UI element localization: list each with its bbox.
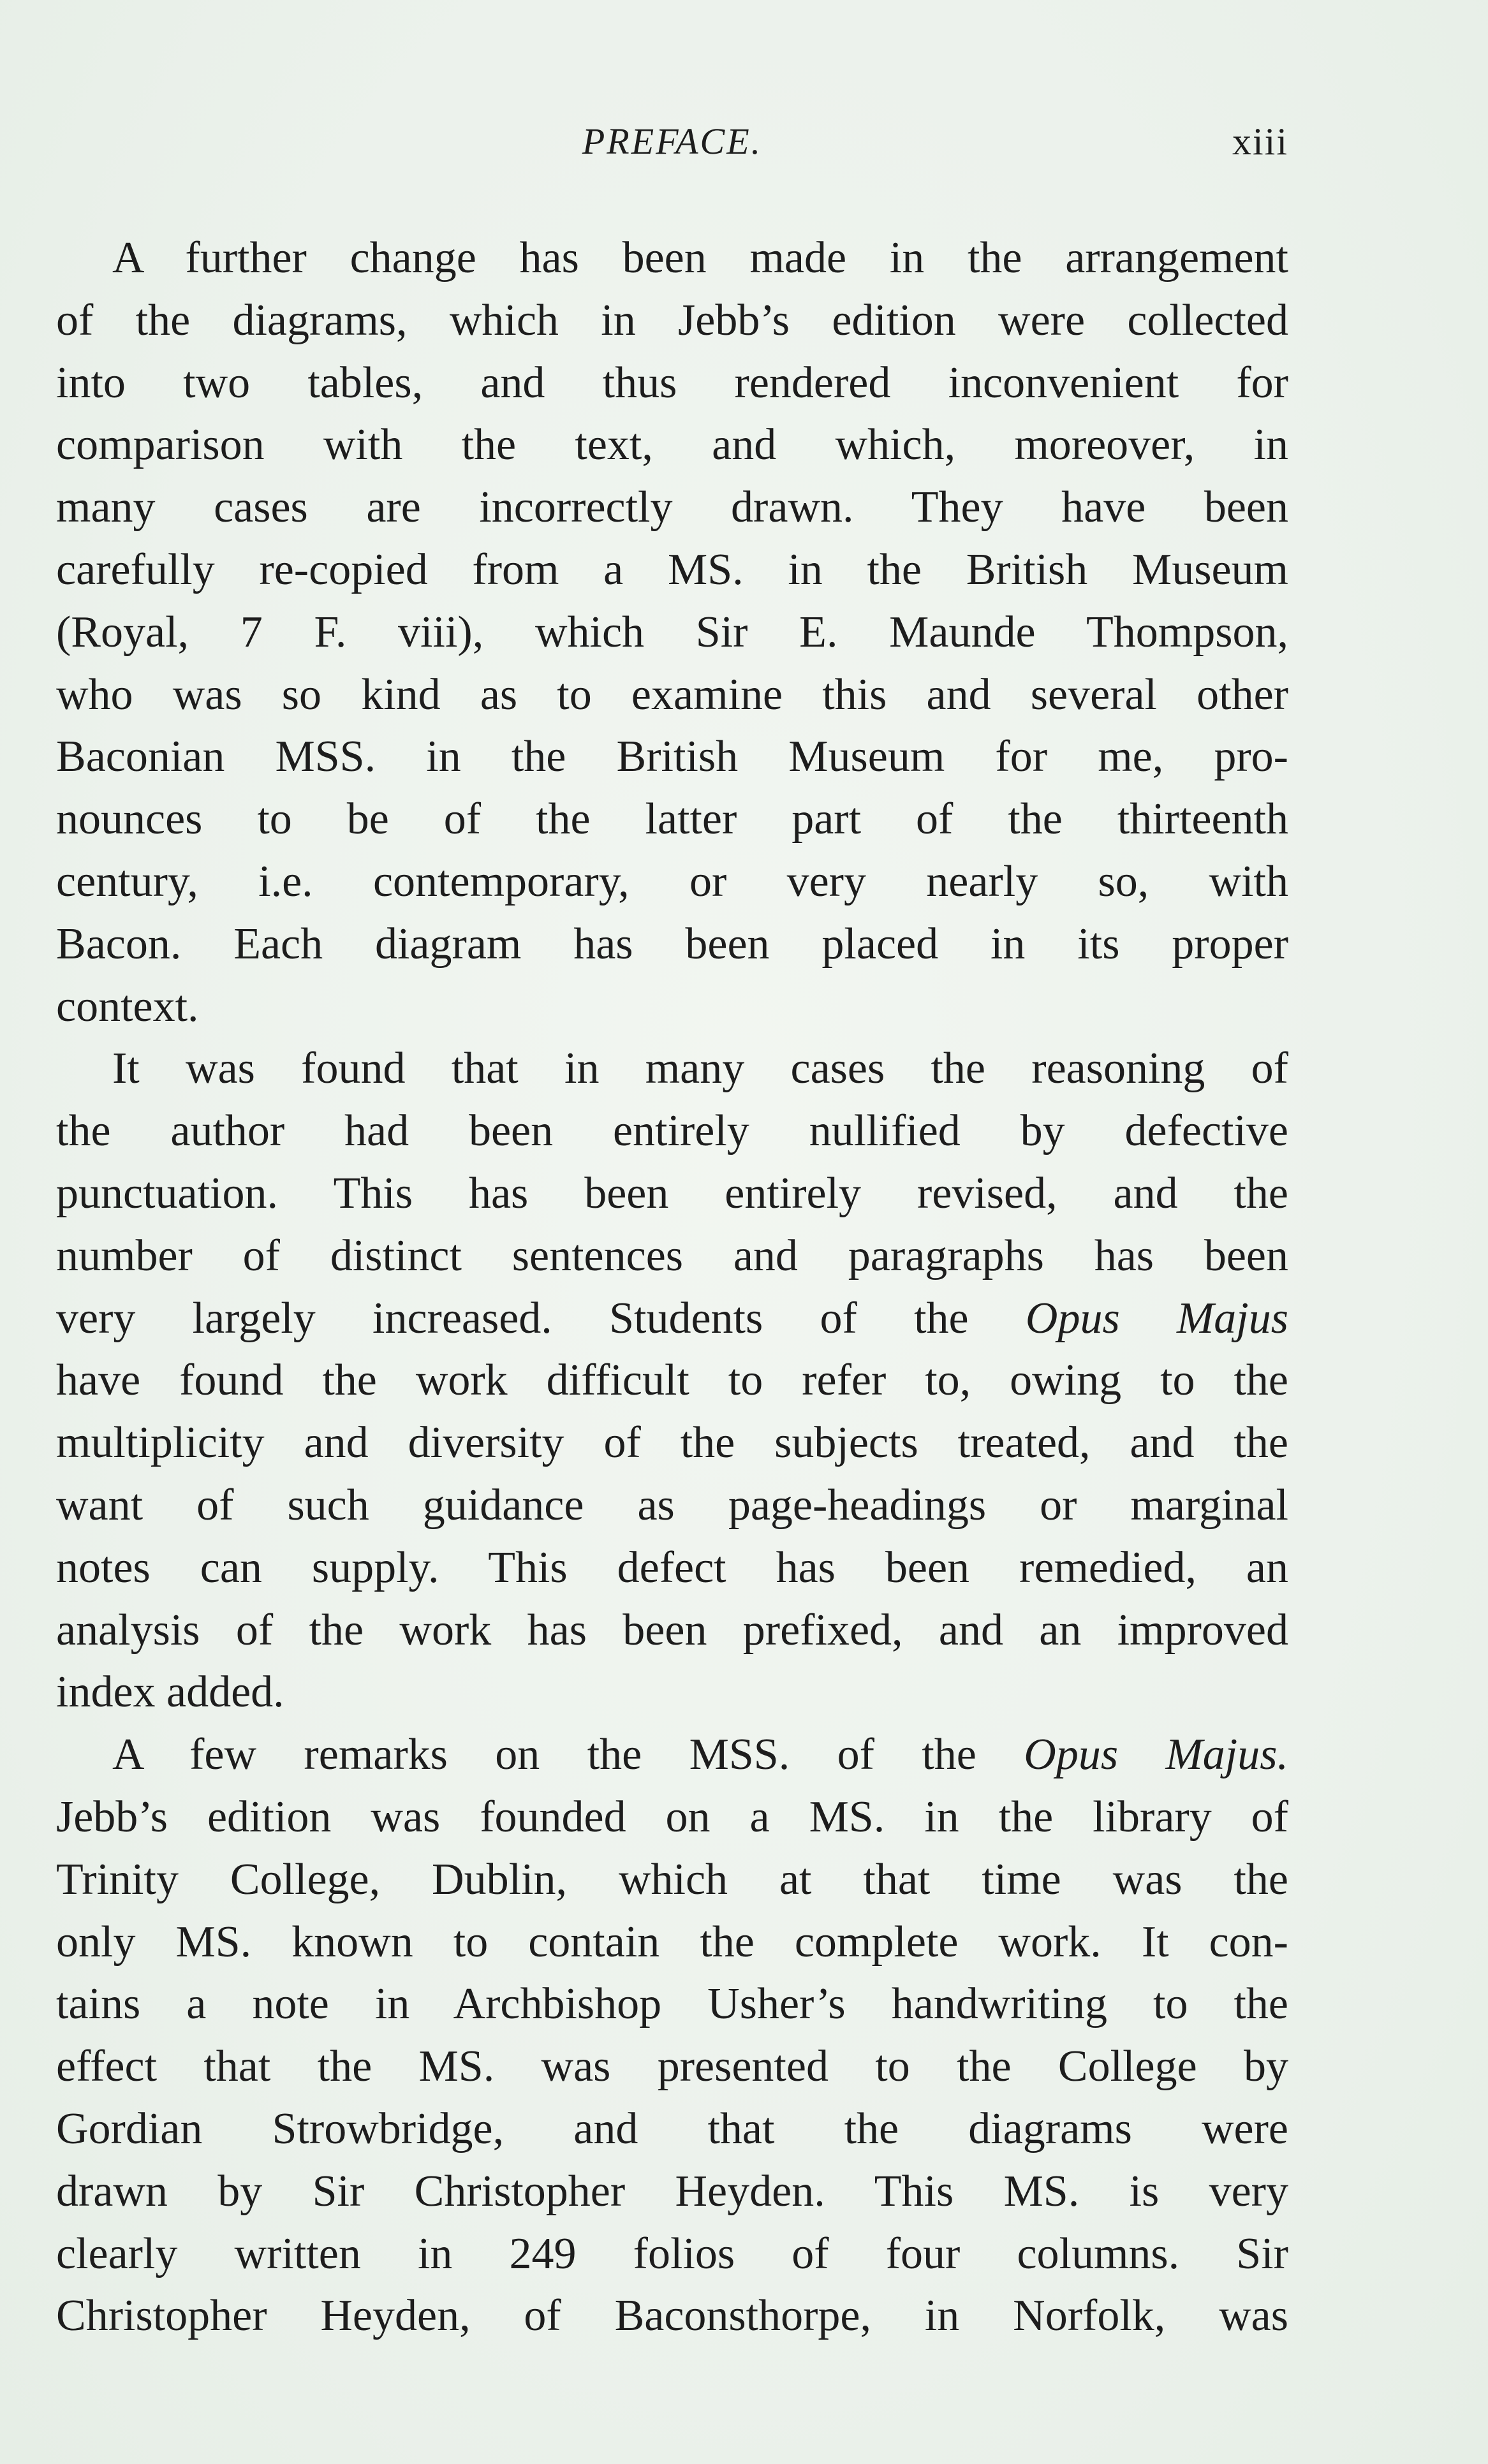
- text-line: of the diagrams, which in Jebb’s edition were collected: [56, 295, 1288, 345]
- text-line-with-title: [56, 1724, 1288, 1786]
- text-line: the author had been entirely nullified by defective: [56, 1106, 1288, 1156]
- text-line: Bacon. Each diagram has been placed in its proper: [56, 919, 1288, 969]
- text-line: Trinity College, Dublin, which at that time was the: [56, 1854, 1288, 1904]
- text-run: A few remarks on the MSS. of the: [112, 1730, 1024, 1780]
- text-line: comparison with the text, and which, moreover, in: [56, 420, 1288, 470]
- text-line: Baconian MSS. in the British Museum for me, pro-: [56, 732, 1288, 782]
- text-line: nounces to be of the latter part of the thirteenth: [56, 795, 1288, 844]
- text-line: who was so kind as to examine this and several other: [56, 670, 1288, 719]
- text-line: effect that the MS. was presented to the College by: [56, 2042, 1288, 2092]
- running-title: PREFACE.: [582, 121, 763, 162]
- text-line: (Royal, 7 F. viii), which Sir E. Maunde Thompson,: [56, 607, 1288, 657]
- text-line: only MS. known to contain the complete work. It con-: [56, 1917, 1288, 1967]
- text-line: tains a note in Archbishop Usher’s handwriting to the: [56, 1979, 1288, 2029]
- text-line: Christopher Heyden, of Baconsthorpe, in Norfolk, was: [56, 2291, 1288, 2341]
- text-line: A further change has been made in the arrangement: [112, 233, 1288, 282]
- text-line: have found the work difficult to refer to, owing to the: [56, 1356, 1288, 1405]
- text-line: It was found that in many cases the reasoning of: [112, 1044, 1288, 1094]
- text-line-with-title: [56, 1287, 1288, 1350]
- text-line: clearly written in 249 folios of four columns. Sir: [56, 2229, 1288, 2278]
- paragraph-diagrams: [56, 227, 1288, 1038]
- work-title: Opus Majus: [1025, 1293, 1288, 1343]
- text-line: index added.: [56, 1668, 284, 1717]
- text-run: very largely increased. Students of the: [56, 1293, 1026, 1343]
- paragraph-manuscripts: [56, 1724, 1288, 2347]
- text-line: analysis of the work has been prefixed, and an improved: [56, 1605, 1288, 1655]
- text-line: notes can supply. This defect has been remedied, an: [56, 1543, 1288, 1592]
- body-text: [56, 227, 1288, 2347]
- text-line: context.: [56, 981, 199, 1031]
- text-line: many cases are incorrectly drawn. They have been: [56, 483, 1288, 532]
- text-line: carefully re-copied from a MS. in the British Museum: [56, 545, 1288, 594]
- text-line: into two tables, and thus rendered inconvenient for: [56, 358, 1288, 407]
- text-line: want of such guidance as page-headings or marginal: [56, 1480, 1288, 1530]
- text-line: Jebb’s edition was founded on a MS. in the library of: [56, 1792, 1288, 1842]
- text-line: Gordian Strowbridge, and that the diagrams were: [56, 2104, 1288, 2153]
- text-line: drawn by Sir Christopher Heyden. This MS. is very: [56, 2166, 1288, 2216]
- text-line: multiplicity and diversity of the subjects treated, and the: [56, 1418, 1288, 1468]
- page-header: [56, 120, 1288, 177]
- text-line: punctuation. This has been entirely revised, and the: [56, 1168, 1288, 1218]
- text-line: century, i.e. contemporary, or very nearly so, with: [56, 856, 1288, 906]
- page-number: xiii: [1232, 121, 1288, 163]
- paragraph-punctuation: [56, 1038, 1288, 1724]
- work-title: Opus Majus.: [1024, 1730, 1288, 1780]
- text-line: number of distinct sentences and paragraphs has been: [56, 1231, 1288, 1280]
